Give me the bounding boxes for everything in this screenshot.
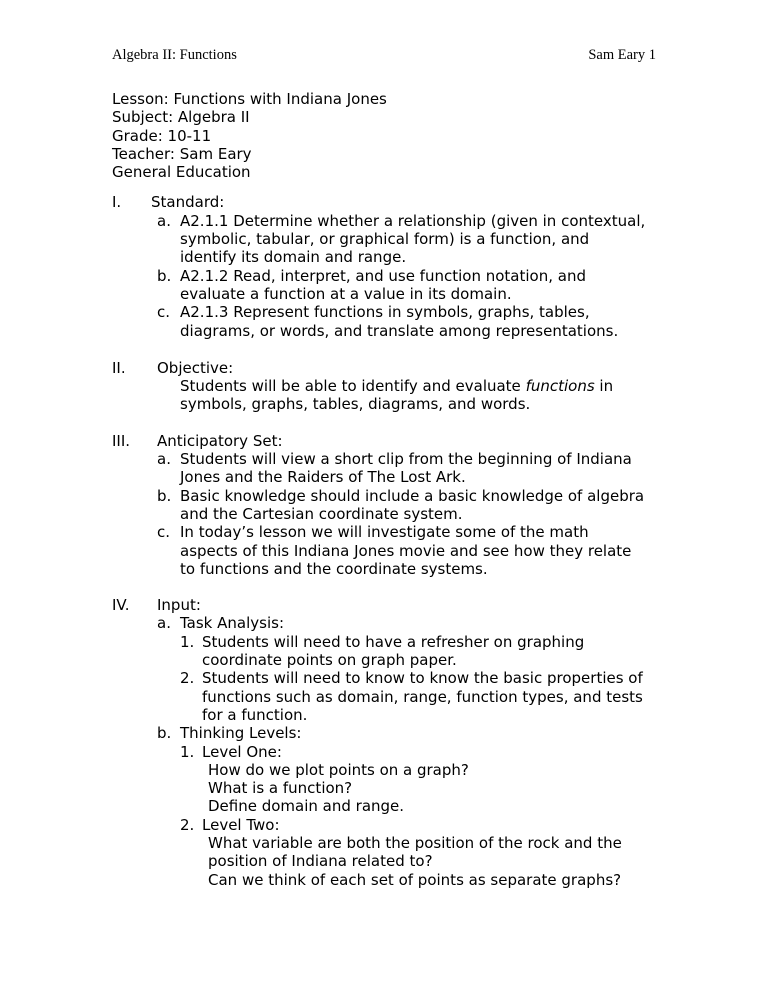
section-numeral: III.: [112, 431, 131, 450]
item-text: Students will view a short clip from the beginning of Indiana: [180, 450, 632, 469]
objective-emphasis: functions: [525, 377, 595, 396]
item-marker: b.: [157, 724, 172, 743]
item-marker: 1.: [180, 742, 195, 761]
list-item: [112, 303, 672, 340]
item-text: Task Analysis:: [180, 614, 284, 633]
list-item: [112, 212, 672, 267]
objective-text-part: Students will be able to identify and evaluate: [180, 377, 526, 396]
section-title: Objective:: [157, 358, 234, 377]
item-text: Level Two:: [202, 815, 280, 834]
level-two-questions: [112, 834, 672, 889]
lesson-info: [112, 90, 672, 181]
item-text: to functions and the coordinate systems.: [180, 559, 488, 578]
section-title: Standard:: [151, 193, 225, 212]
item-text: Level One:: [202, 742, 282, 761]
item-marker: 2.: [180, 669, 195, 688]
header-course-title: Algebra II: Functions: [112, 47, 237, 63]
item-text: A2.1.1 Determine whether a relationship (given in contextual,: [180, 211, 646, 230]
item-text: aspects of this Indiana Jones movie and see how they relate: [180, 541, 632, 560]
item-text: A2.1.3 Represent functions in symbols, graphs, tables,: [180, 303, 590, 322]
item-text: for a function.: [202, 705, 308, 724]
section-numeral: IV.: [112, 596, 130, 615]
item-text: Students will need to have a refresher on graphing: [202, 632, 585, 651]
item-marker: 2.: [180, 815, 195, 834]
section-numeral: II.: [112, 358, 126, 377]
item-marker: b.: [157, 486, 172, 505]
section-standard: [112, 193, 672, 339]
section-objective: [112, 359, 672, 414]
list-item: [112, 487, 672, 524]
list-item: [112, 267, 672, 304]
teacher: Teacher: Sam Eary: [112, 144, 252, 163]
item-marker: c.: [157, 303, 171, 322]
question-text: position of Indiana related to?: [208, 852, 433, 871]
lesson-plan-body: [112, 90, 672, 889]
sub-list-item: [112, 633, 672, 670]
objective-text-line: symbols, graphs, tables, diagrams, and words.: [180, 395, 531, 414]
education-type: General Education: [112, 163, 251, 182]
item-text: symbolic, tabular, or graphical form) is a function, and: [180, 230, 590, 249]
list-item: [112, 614, 672, 632]
level-one-questions: [112, 761, 672, 816]
item-marker: a.: [157, 211, 171, 230]
item-marker: a.: [157, 614, 171, 633]
item-text: functions such as domain, range, function types, and tests: [202, 687, 643, 706]
sub-list-item: [112, 669, 672, 724]
objective-text: [112, 377, 672, 414]
item-marker: c.: [157, 523, 171, 542]
item-text: and the Cartesian coordinate system.: [180, 504, 463, 523]
section-title: Input:: [157, 596, 201, 615]
question-text: How do we plot points on a graph?: [208, 760, 469, 779]
item-text: Students will need to know to know the basic properties of: [202, 669, 643, 688]
item-marker: a.: [157, 450, 171, 469]
item-text: Basic knowledge should include a basic knowledge of algebra: [180, 486, 645, 505]
item-marker: b.: [157, 266, 172, 285]
sub-list-item: [112, 816, 672, 834]
question-text: What variable are both the position of the rock and the: [208, 833, 622, 852]
section-numeral: I.: [112, 193, 122, 212]
item-text: coordinate points on graph paper.: [202, 651, 457, 670]
item-text: diagrams, or words, and translate among representations.: [180, 321, 619, 340]
question-text: Define domain and range.: [208, 797, 405, 816]
item-text: A2.1.2 Read, interpret, and use function notation, and: [180, 266, 586, 285]
question-text: Can we think of each set of points as separate graphs?: [208, 870, 622, 889]
section-input: [112, 596, 672, 889]
lesson-name: Lesson: Functions with Indiana Jones: [112, 90, 387, 108]
item-text: Jones and the Raiders of The Lost Ark.: [180, 468, 466, 487]
question-text: What is a function?: [208, 779, 353, 798]
item-text: In today’s lesson we will investigate some of the math: [180, 523, 589, 542]
list-item: [112, 450, 672, 487]
section-anticipatory-set: [112, 432, 672, 578]
subject: Subject: Algebra II: [112, 108, 250, 127]
item-text: identify its domain and range.: [180, 248, 407, 267]
item-text: Thinking Levels:: [180, 724, 302, 743]
list-item: [112, 724, 672, 742]
objective-text-part: in: [594, 377, 614, 396]
item-text: evaluate a function at a value in its domain.: [180, 284, 512, 303]
item-marker: 1.: [180, 632, 195, 651]
grade: Grade: 10-11: [112, 126, 212, 145]
sub-list-item: [112, 743, 672, 761]
section-title: Anticipatory Set:: [157, 431, 283, 450]
header-author-page: Sam Eary 1: [588, 47, 656, 63]
list-item: [112, 523, 672, 578]
